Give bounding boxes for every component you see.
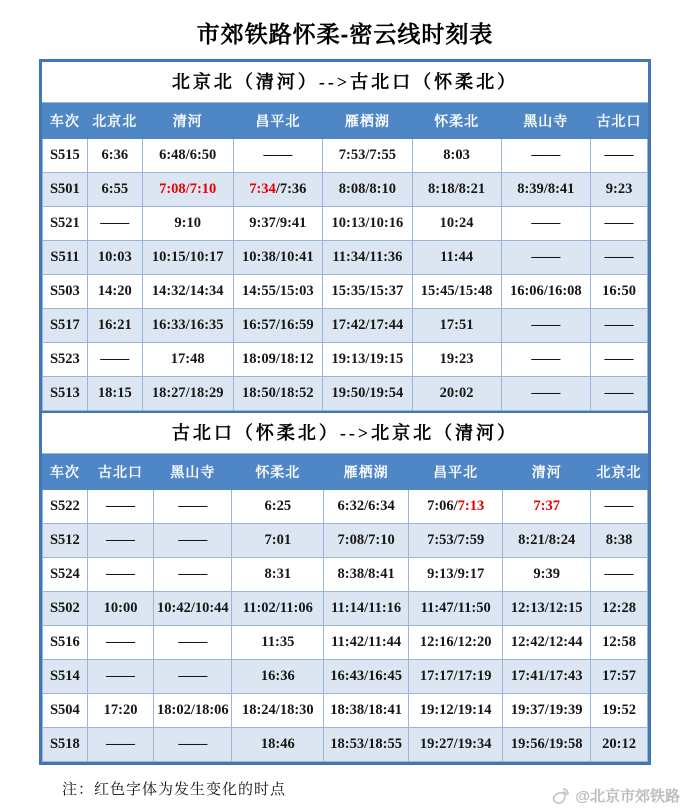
time-cell: 17:57 xyxy=(591,660,648,694)
train-number-cell: S522 xyxy=(43,490,88,524)
time-cell: 9:13/9:17 xyxy=(408,558,502,592)
time-cell: 8:18/8:21 xyxy=(412,173,501,207)
time-cell: —— xyxy=(591,139,648,173)
time-cell: 7:53/7:59 xyxy=(408,524,502,558)
time-cell xyxy=(142,173,233,207)
time-cell: 8:38 xyxy=(591,524,648,558)
column-header: 北京北 xyxy=(87,104,142,139)
table-row xyxy=(43,173,648,207)
column-header: 怀柔北 xyxy=(232,455,324,490)
column-header: 古北口 xyxy=(591,104,648,139)
time-cell: 6:36 xyxy=(87,139,142,173)
time-cell: 19:13/19:15 xyxy=(323,343,413,377)
time-cell: 16:33/16:35 xyxy=(142,309,233,343)
time-cell: 10:38/10:41 xyxy=(233,241,323,275)
column-header: 昌平北 xyxy=(408,455,502,490)
time-cell xyxy=(408,490,502,524)
time-cell: 19:50/19:54 xyxy=(323,377,413,411)
changed-time-segment: 7:13 xyxy=(457,498,485,514)
time-cell: 11:02/11:06 xyxy=(232,592,324,626)
time-cell: —— xyxy=(501,309,591,343)
train-number-cell: S523 xyxy=(43,343,88,377)
time-cell: 10:24 xyxy=(412,207,501,241)
time-cell: 12:58 xyxy=(591,626,648,660)
time-cell: 18:50/18:52 xyxy=(233,377,323,411)
changed-time-segment: 7:37 xyxy=(533,498,561,514)
table-row xyxy=(43,275,648,309)
time-cell: 8:31 xyxy=(232,558,324,592)
direction-header: 北京北（清河）-->古北口（怀柔北） xyxy=(42,62,648,103)
footnote: 注：红色字体为发生变化的时点 xyxy=(62,781,287,798)
time-cell: 8:39/8:41 xyxy=(501,173,591,207)
time-cell: —— xyxy=(154,660,232,694)
train-number-cell: S502 xyxy=(43,592,88,626)
train-number-cell: S511 xyxy=(43,241,88,275)
time-cell: —— xyxy=(87,524,154,558)
time-cell: —— xyxy=(501,241,591,275)
train-number-cell: S524 xyxy=(43,558,88,592)
column-header: 雁栖湖 xyxy=(324,455,409,490)
column-header: 车次 xyxy=(43,104,88,139)
time-cell: —— xyxy=(154,558,232,592)
time-cell: 10:15/10:17 xyxy=(142,241,233,275)
time-cell: 8:03 xyxy=(412,139,501,173)
watermark xyxy=(551,785,680,806)
time-cell: 19:56/19:58 xyxy=(503,728,591,762)
time-cell: 6:55 xyxy=(87,173,142,207)
time-cell: 14:20 xyxy=(87,275,142,309)
time-cell: 9:23 xyxy=(591,173,648,207)
table-row xyxy=(43,309,648,343)
time-cell: 7:01 xyxy=(232,524,324,558)
table-row xyxy=(43,694,648,728)
time-cell: —— xyxy=(591,309,648,343)
column-header: 怀柔北 xyxy=(412,104,501,139)
time-cell: 17:51 xyxy=(412,309,501,343)
time-cell: —— xyxy=(87,728,154,762)
train-number-cell: S513 xyxy=(43,377,88,411)
table-row xyxy=(43,241,648,275)
time-cell: 6:25 xyxy=(232,490,324,524)
time-cell: —— xyxy=(591,343,648,377)
column-header: 古北口 xyxy=(87,455,154,490)
time-cell: 11:44 xyxy=(412,241,501,275)
time-cell: 11:47/11:50 xyxy=(408,592,502,626)
time-cell: 14:32/14:34 xyxy=(142,275,233,309)
train-number-cell: S504 xyxy=(43,694,88,728)
page-title: 市郊铁路怀柔-密云线时刻表 xyxy=(196,21,494,47)
train-number-cell: S503 xyxy=(43,275,88,309)
time-cell: 19:37/19:39 xyxy=(503,694,591,728)
table-row xyxy=(43,660,648,694)
column-header: 昌平北 xyxy=(233,104,323,139)
time-cell: 10:00 xyxy=(87,592,154,626)
table-row xyxy=(43,207,648,241)
time-cell: 14:55/15:03 xyxy=(233,275,323,309)
time-cell: 12:16/12:20 xyxy=(408,626,502,660)
time-cell: 6:48/6:50 xyxy=(142,139,233,173)
time-cell: —— xyxy=(591,490,648,524)
train-number-cell: S501 xyxy=(43,173,88,207)
time-cell: 19:23 xyxy=(412,343,501,377)
column-header: 清河 xyxy=(142,104,233,139)
time-cell: —— xyxy=(87,660,154,694)
time-cell: —— xyxy=(591,207,648,241)
timetable-section xyxy=(42,103,648,411)
time-cell: 16:06/16:08 xyxy=(501,275,591,309)
time-cell: 19:52 xyxy=(591,694,648,728)
time-cell: —— xyxy=(154,490,232,524)
time-cell: 18:38/18:41 xyxy=(324,694,409,728)
changed-time-segment: 7:34 xyxy=(249,181,276,197)
table-row xyxy=(43,592,648,626)
time-cell: 6:32/6:34 xyxy=(324,490,409,524)
time-cell: —— xyxy=(87,626,154,660)
time-cell: 18:02/18:06 xyxy=(154,694,232,728)
column-header: 黑山寺 xyxy=(501,104,591,139)
time-cell: 17:17/17:19 xyxy=(408,660,502,694)
time-cell: —— xyxy=(154,728,232,762)
time-cell: 12:28 xyxy=(591,592,648,626)
time-cell: 16:43/16:45 xyxy=(324,660,409,694)
weibo-icon xyxy=(551,786,571,806)
time-cell: —— xyxy=(591,241,648,275)
time-cell: —— xyxy=(87,343,142,377)
time-cell: 18:15 xyxy=(87,377,142,411)
time-cell: 18:09/18:12 xyxy=(233,343,323,377)
time-cell: —— xyxy=(154,524,232,558)
time-cell: —— xyxy=(87,207,142,241)
time-cell xyxy=(503,490,591,524)
time-cell: —— xyxy=(154,626,232,660)
time-cell: 18:24/18:30 xyxy=(232,694,324,728)
train-number-cell: S521 xyxy=(43,207,88,241)
changed-time-segment: 7:08/7:10 xyxy=(159,181,217,197)
time-cell: 11:14/11:16 xyxy=(324,592,409,626)
time-cell: 9:37/9:41 xyxy=(233,207,323,241)
time-cell: 20:12 xyxy=(591,728,648,762)
direction-header: 古北口（怀柔北）-->北京北（清河） xyxy=(42,411,648,454)
train-number-cell: S518 xyxy=(43,728,88,762)
time-cell: 17:42/17:44 xyxy=(323,309,413,343)
time-cell: —— xyxy=(501,377,591,411)
table-row xyxy=(43,524,648,558)
table-row xyxy=(43,377,648,411)
train-number-cell: S512 xyxy=(43,524,88,558)
time-cell: 8:08/8:10 xyxy=(323,173,413,207)
time-cell: 17:20 xyxy=(87,694,154,728)
table-row xyxy=(43,343,648,377)
time-cell: 16:21 xyxy=(87,309,142,343)
time-cell: 16:50 xyxy=(591,275,648,309)
time-cell: 18:53/18:55 xyxy=(324,728,409,762)
time-cell: 9:10 xyxy=(142,207,233,241)
time-cell: 20:02 xyxy=(412,377,501,411)
time-cell: 18:46 xyxy=(232,728,324,762)
column-header: 北京北 xyxy=(591,455,648,490)
column-header-row xyxy=(43,104,648,139)
table-row xyxy=(43,558,648,592)
time-cell: 12:13/12:15 xyxy=(503,592,591,626)
column-header: 黑山寺 xyxy=(154,455,232,490)
time-cell: —— xyxy=(501,139,591,173)
table-row xyxy=(43,626,648,660)
watermark-text: @北京市郊铁路 xyxy=(575,788,680,805)
time-cell: 19:27/19:34 xyxy=(408,728,502,762)
time-cell: 10:42/10:44 xyxy=(154,592,232,626)
train-number-cell: S515 xyxy=(43,139,88,173)
time-cell: 10:03 xyxy=(87,241,142,275)
time-cell: 9:39 xyxy=(503,558,591,592)
column-header: 雁栖湖 xyxy=(323,104,413,139)
time-cell: 8:38/8:41 xyxy=(324,558,409,592)
table-row xyxy=(43,139,648,173)
time-cell: —— xyxy=(501,343,591,377)
time-segment: /7:36 xyxy=(275,181,307,197)
time-cell: —— xyxy=(591,377,648,411)
time-cell: 17:41/17:43 xyxy=(503,660,591,694)
time-cell: —— xyxy=(591,558,648,592)
column-header-row xyxy=(43,455,648,490)
train-number-cell: S516 xyxy=(43,626,88,660)
train-number-cell: S514 xyxy=(43,660,88,694)
time-cell: 12:42/12:44 xyxy=(503,626,591,660)
time-cell: 11:42/11:44 xyxy=(324,626,409,660)
time-cell: 10:13/10:16 xyxy=(323,207,413,241)
time-cell: —— xyxy=(501,207,591,241)
column-header: 车次 xyxy=(43,455,88,490)
time-cell: 7:53/7:55 xyxy=(323,139,413,173)
time-cell xyxy=(233,173,323,207)
time-segment: 7:06/ xyxy=(427,498,458,514)
time-cell: 16:36 xyxy=(232,660,324,694)
time-cell: 19:12/19:14 xyxy=(408,694,502,728)
time-cell: —— xyxy=(233,139,323,173)
time-cell: 8:21/8:24 xyxy=(503,524,591,558)
column-header: 清河 xyxy=(503,455,591,490)
time-cell: 18:27/18:29 xyxy=(142,377,233,411)
time-cell: 7:08/7:10 xyxy=(324,524,409,558)
timetable xyxy=(39,59,651,765)
time-cell: 17:48 xyxy=(142,343,233,377)
table-row xyxy=(43,728,648,762)
time-cell: 16:57/16:59 xyxy=(233,309,323,343)
time-cell: 15:35/15:37 xyxy=(323,275,413,309)
time-cell: 15:45/15:48 xyxy=(412,275,501,309)
time-cell: 11:35 xyxy=(232,626,324,660)
time-cell: —— xyxy=(87,558,154,592)
table-row xyxy=(43,490,648,524)
train-number-cell: S517 xyxy=(43,309,88,343)
timetable-section xyxy=(42,454,648,762)
time-cell: 11:34/11:36 xyxy=(323,241,413,275)
time-cell: —— xyxy=(87,490,154,524)
